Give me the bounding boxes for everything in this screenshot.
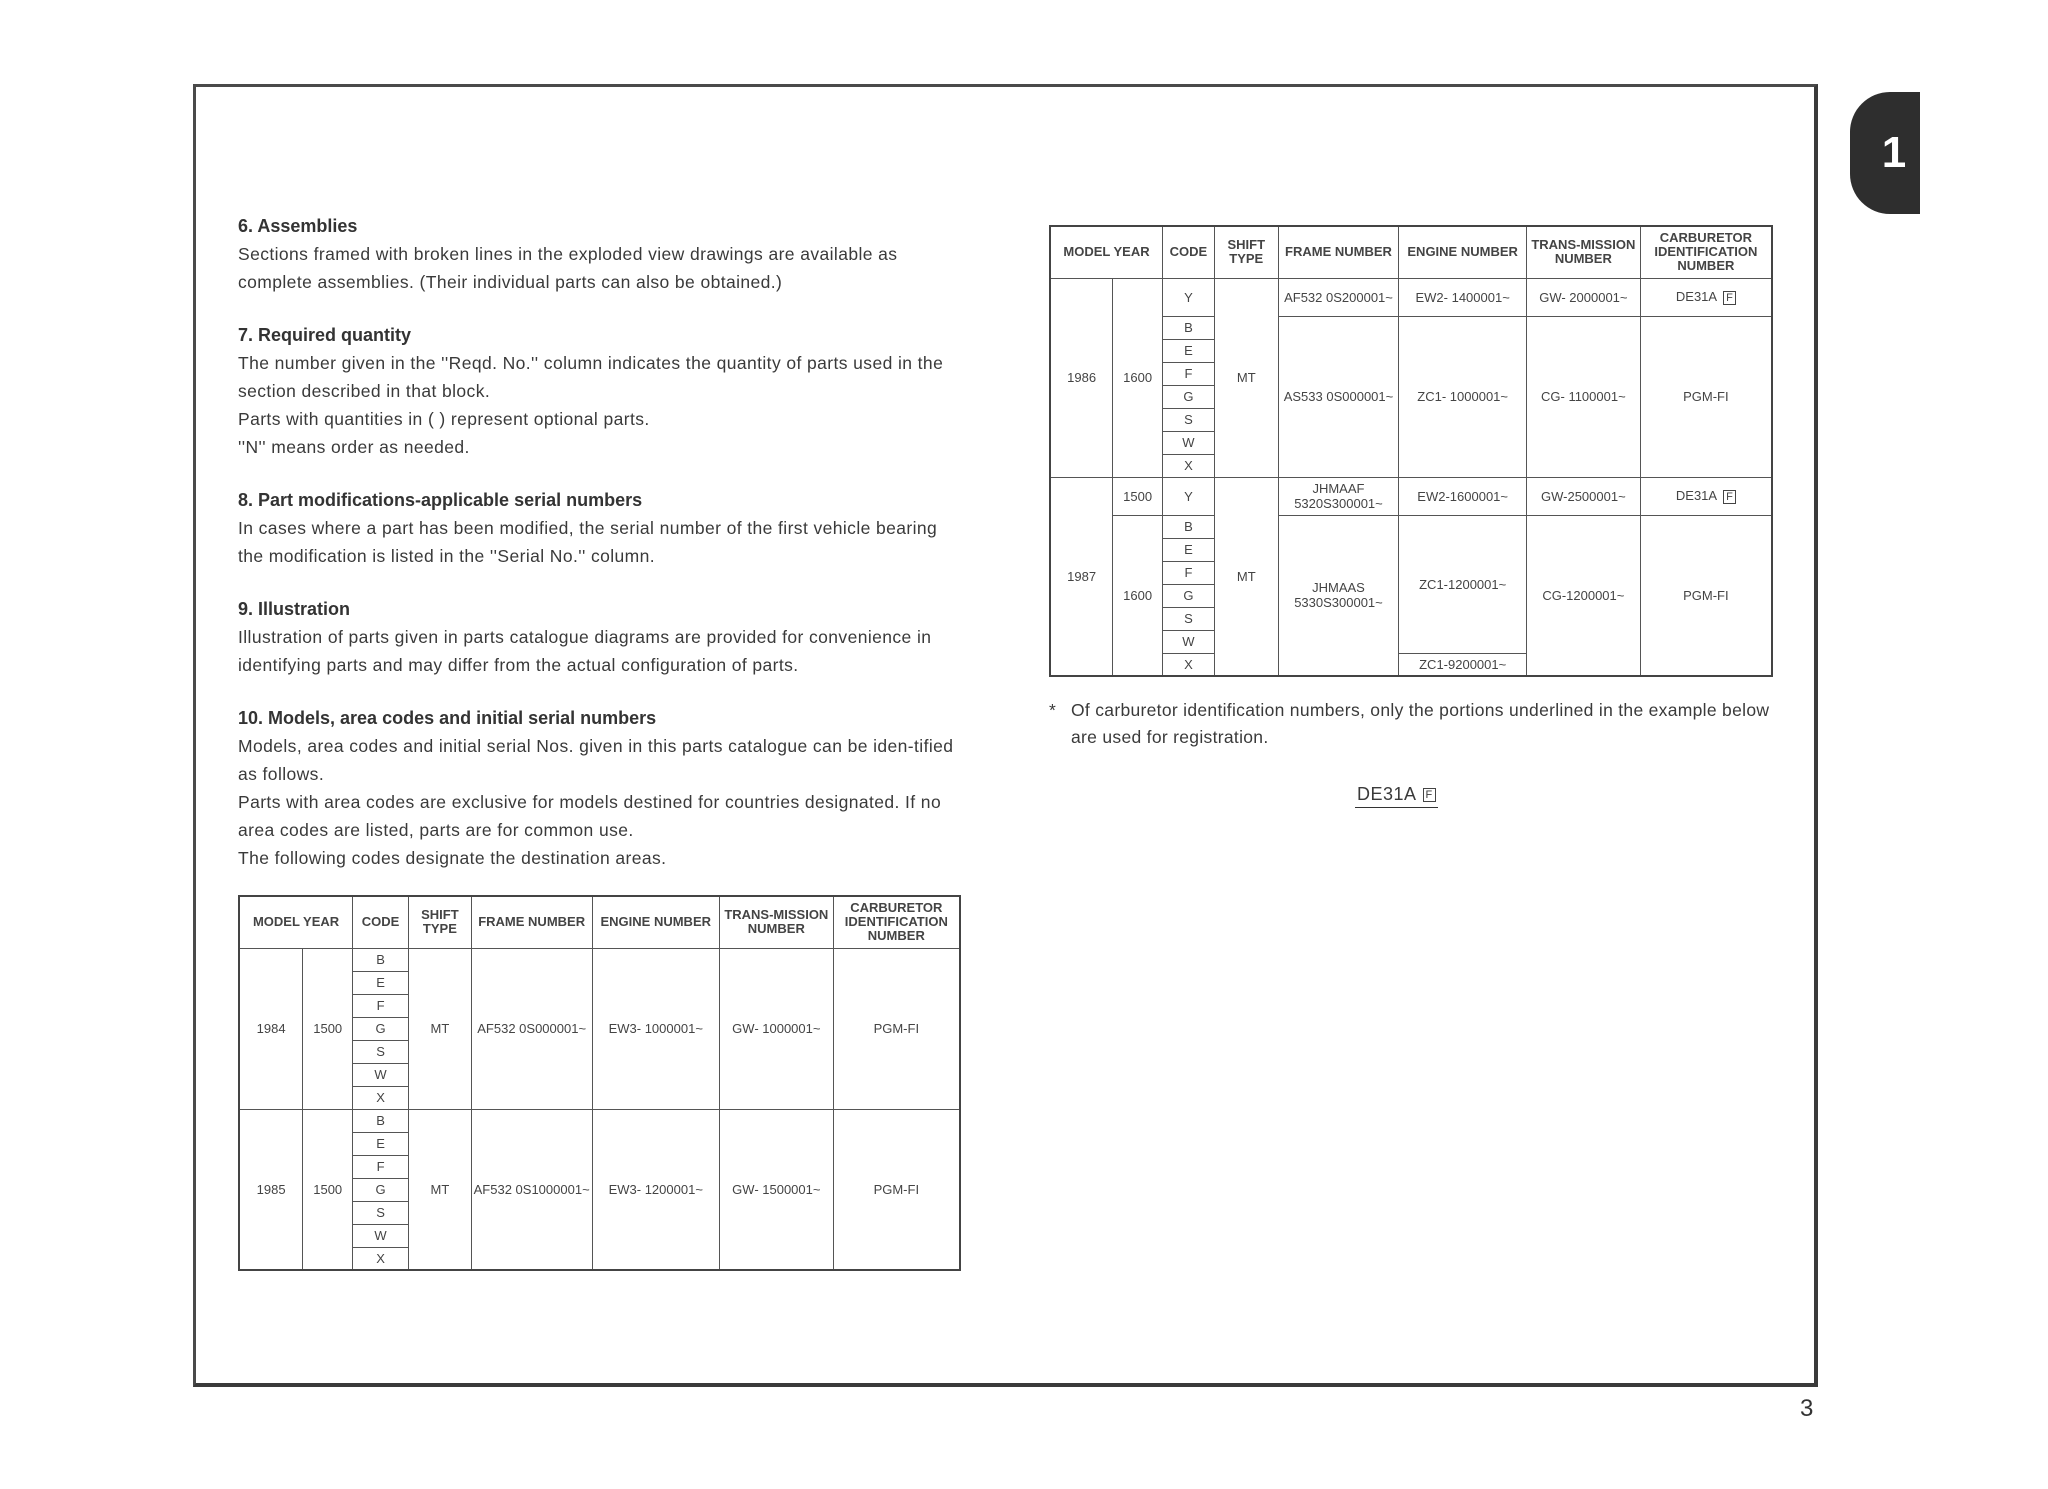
cell-carburetor (1640, 278, 1772, 316)
cell-code: E (1163, 538, 1215, 561)
header-engine-number: ENGINE NUMBER (1399, 226, 1527, 278)
header-model-year: MODEL YEAR (1050, 226, 1163, 278)
cell-transmission: GW- 1000001~ (720, 948, 834, 1109)
section-title: 7. Required quantity (238, 325, 412, 345)
carburetor-box-mark: F (1723, 490, 1736, 504)
cell-engine: ZC1- 1000001~ (1399, 316, 1527, 477)
carburetor-box-mark: F (1723, 291, 1736, 305)
cell-transmission: GW- 1500001~ (720, 1109, 834, 1270)
section-paragraph: The number given in the ''Reqd. No.'' column indicates the quantity of parts used in the section described in that block. (238, 353, 944, 401)
instructions-column (238, 212, 964, 897)
cell-frame: AF532 0S000001~ (471, 948, 592, 1109)
carburetor-code: DE31A (1675, 289, 1718, 305)
header-frame-number: FRAME NUMBER (1278, 226, 1399, 278)
header-model-year: MODEL YEAR (239, 896, 353, 948)
cell-engine: ZC1-1200001~ (1399, 515, 1527, 653)
cell-transmission: CG- 1100001~ (1526, 316, 1640, 477)
cell-code: F (353, 1155, 409, 1178)
cell-engine: ZC1-9200001~ (1399, 653, 1527, 676)
header-shift-type: SHIFT TYPE (1214, 226, 1278, 278)
cell-frame: AS533 0S000001~ (1278, 316, 1399, 477)
cell-year: 1985 (239, 1109, 303, 1270)
header-engine-number: ENGINE NUMBER (592, 896, 720, 948)
cell-code: X (1163, 653, 1215, 676)
cell-engine: EW3- 1000001~ (592, 948, 720, 1109)
section-paragraph: ''N'' means order as needed. (238, 437, 470, 457)
cell-code: F (1163, 362, 1215, 385)
cell-code: W (353, 1063, 409, 1086)
cell-code: B (353, 1109, 409, 1132)
cell-shift: MT (409, 948, 472, 1109)
footnote-asterisk: * (1049, 700, 1057, 720)
header-transmission-number: TRANS-MISSION NUMBER (1526, 226, 1640, 278)
cell-year: 1987 (1050, 477, 1113, 676)
example-code: DE31A (1357, 784, 1417, 804)
cell-carburetor: PGM-FI (1640, 515, 1772, 676)
cell-engine: EW3- 1200001~ (592, 1109, 720, 1270)
cell-displacement: 1600 (1113, 278, 1163, 477)
section-paragraph: Illustration of parts given in parts catalogue diagrams are provided for convenience in identifying parts and may differ from the actual configuration of parts. (238, 627, 932, 675)
section-paragraph: Models, area codes and initial serial Nos. given in this parts catalogue can be iden-tified as follows. (238, 736, 954, 784)
cell-code: G (1163, 385, 1215, 408)
cell-shift: MT (1214, 477, 1278, 676)
chapter-tab: 1 (1850, 92, 1920, 214)
cell-shift: MT (1214, 278, 1278, 477)
cell-transmission: GW- 2000001~ (1526, 278, 1640, 316)
section-paragraph: Sections framed with broken lines in the exploded view drawings are available as complete assemblies. (Their individual parts can also be obtained.) (238, 244, 898, 292)
cell-code: X (353, 1086, 409, 1109)
header-code: CODE (1163, 226, 1215, 278)
carburetor-code: DE31A (1675, 488, 1718, 504)
cell-frame: AF532 0S200001~ (1278, 278, 1399, 316)
cell-code: Y (1163, 278, 1215, 316)
cell-code: X (353, 1247, 409, 1270)
cell-displacement: 1500 (303, 1109, 353, 1270)
cell-displacement: 1500 (1113, 477, 1163, 515)
serial-table-1986-1987 (1049, 225, 1773, 677)
section-part-modifications (238, 486, 964, 570)
cell-code: E (353, 971, 409, 994)
carburetor-footnote (1049, 697, 1789, 751)
section-title: 10. Models, area codes and initial serial numbers (238, 708, 657, 728)
page-number: 3 (1800, 1395, 1814, 1422)
cell-code: B (1163, 316, 1215, 339)
section-paragraph: Parts with area codes are exclusive for models destined for countries designated. If no area codes are listed, parts are for common use. (238, 792, 942, 840)
footnote-text: Of carburetor identification numbers, only the portions underlined in the example below are used for registration. (1071, 700, 1770, 747)
header-code: CODE (353, 896, 409, 948)
cell-code: G (1163, 584, 1215, 607)
cell-code: E (1163, 339, 1215, 362)
cell-carburetor: PGM-FI (833, 1109, 960, 1270)
cell-code: F (353, 994, 409, 1017)
section-paragraph: The following codes designate the destination areas. (238, 848, 667, 868)
section-paragraph: In cases where a part has been modified, the serial number of the first vehicle bearing the modification is listed in the ''Serial No.'' column. (238, 518, 938, 566)
header-carburetor-number: CARBURETOR IDENTIFICATION NUMBER (1640, 226, 1772, 278)
section-required-quantity (238, 321, 964, 461)
header-carburetor-number: CARBURETOR IDENTIFICATION NUMBER (833, 896, 960, 948)
cell-frame: JHMAAF 5320S300001~ (1278, 477, 1399, 515)
carburetor-example (1355, 784, 1438, 808)
cell-code: F (1163, 561, 1215, 584)
cell-code: S (353, 1201, 409, 1224)
section-illustration (238, 595, 964, 679)
cell-code: W (353, 1224, 409, 1247)
cell-transmission: GW-2500001~ (1526, 477, 1640, 515)
cell-displacement: 1500 (303, 948, 353, 1109)
cell-displacement: 1600 (1113, 515, 1163, 676)
cell-code: B (353, 948, 409, 971)
cell-engine: EW2- 1400001~ (1399, 278, 1527, 316)
cell-transmission: CG-1200001~ (1526, 515, 1640, 676)
section-title: 8. Part modifications-applicable serial numbers (238, 490, 643, 510)
section-paragraph: Parts with quantities in ( ) represent optional parts. (238, 409, 650, 429)
cell-carburetor: PGM-FI (1640, 316, 1772, 477)
cell-code: G (353, 1178, 409, 1201)
cell-code: Y (1163, 477, 1215, 515)
cell-carburetor: PGM-FI (833, 948, 960, 1109)
cell-shift: MT (409, 1109, 472, 1270)
cell-carburetor (1640, 477, 1772, 515)
cell-code: S (353, 1040, 409, 1063)
section-assemblies (238, 212, 964, 296)
header-transmission-number: TRANS-MISSION NUMBER (720, 896, 834, 948)
header-shift-type: SHIFT TYPE (409, 896, 472, 948)
cell-code: X (1163, 454, 1215, 477)
section-title: 6. Assemblies (238, 216, 358, 236)
serial-table-1984-1985 (238, 895, 961, 1271)
cell-year: 1986 (1050, 278, 1113, 477)
cell-frame: AF532 0S1000001~ (471, 1109, 592, 1270)
cell-code: W (1163, 630, 1215, 653)
cell-engine: EW2-1600001~ (1399, 477, 1527, 515)
cell-code: E (353, 1132, 409, 1155)
section-models-area-codes (238, 704, 964, 872)
header-frame-number: FRAME NUMBER (471, 896, 592, 948)
cell-code: G (353, 1017, 409, 1040)
cell-year: 1984 (239, 948, 303, 1109)
section-title: 9. Illustration (238, 599, 351, 619)
cell-code: S (1163, 408, 1215, 431)
cell-code: B (1163, 515, 1215, 538)
example-box-mark: F (1423, 788, 1436, 802)
cell-code: S (1163, 607, 1215, 630)
cell-code: W (1163, 431, 1215, 454)
cell-frame: JHMAAS 5330S300001~ (1278, 515, 1399, 676)
